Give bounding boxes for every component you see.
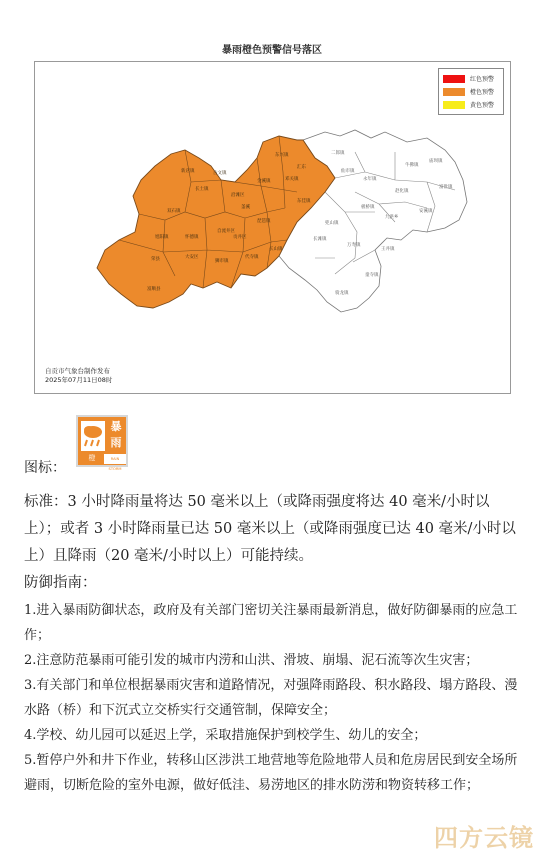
map-region-label: 王井镇 bbox=[381, 247, 395, 252]
map-region-label: 金溪镇 bbox=[257, 179, 271, 184]
legend-swatch-orange bbox=[443, 88, 465, 96]
map-region-label: 旭阳镇 bbox=[155, 235, 169, 240]
map-region-label: 九洪乡 bbox=[385, 215, 399, 220]
guide-item: 5.暂停户外和井下作业，转移山区涉洪工地营地等危险地带人员和危房居民到安全场所避雨，切断危险的室外电源，做好低洼、易涝地区的排水防涝和物资转移工作； bbox=[24, 753, 518, 793]
map-region-label: 东兴镇 bbox=[275, 153, 289, 158]
map-region-label: 富顺县 bbox=[147, 287, 161, 292]
signal-icon-label: 图标： bbox=[24, 460, 66, 476]
map-region-label: 古文镇 bbox=[213, 171, 227, 176]
map-region-label: 安溪镇 bbox=[419, 209, 433, 214]
cloud-rain-icon bbox=[81, 421, 105, 451]
legend-swatch-red bbox=[443, 75, 465, 83]
warning-standard: 标准：3 小时降雨量将达 50 毫米以上（或降雨强度将达 40 毫米/小时以上）；或者 3 小时降雨量已达 50 毫米以上（或降雨强度已达 40 毫米/小时以上）且降雨（20 毫米/小时以上）可能持续。 bbox=[24, 494, 516, 564]
watermark-logo: 四方云镜 bbox=[434, 824, 534, 852]
map-issuer: 自贡市气象台制作发布 bbox=[45, 367, 110, 375]
signal-icon-row bbox=[24, 415, 524, 476]
map-region-label: 汇东 bbox=[297, 165, 306, 170]
legend-label-orange: 橙色预警 bbox=[470, 89, 495, 96]
map-legend bbox=[438, 68, 504, 115]
map-issue-time: 2025年07月11日08时 bbox=[45, 376, 113, 384]
legend-item-yellow bbox=[443, 98, 499, 111]
map-region-label: 二郎镇 bbox=[331, 151, 345, 156]
map-region-label: 庙坝镇 bbox=[429, 159, 443, 164]
map-region-label: 贡井区 bbox=[233, 235, 247, 240]
guide-item: 4.学校、幼儿园可以延迟上学，采取措施保护到校学生、幼儿的安全； bbox=[24, 728, 427, 743]
map-region-label: 东佳镇 bbox=[297, 199, 311, 204]
rainstorm-orange-signal-icon bbox=[76, 415, 128, 471]
map-title: 暴雨橙色预警信号落区 bbox=[222, 45, 322, 56]
map-region-label: 荣县 bbox=[151, 257, 160, 262]
guide-item: 2.注意防范暴雨可能引发的城市内涝和山洪、滑坡、崩塌、泥石流等次生灾害； bbox=[24, 653, 479, 668]
legend-label-yellow: 黄色预警 bbox=[470, 102, 495, 109]
map-region-label: 大安区 bbox=[185, 255, 199, 260]
map-region-label: 赵化镇 bbox=[395, 189, 409, 194]
map-region-label: 童寺镇 bbox=[365, 273, 379, 278]
map-region-label: 兜山镇 bbox=[325, 221, 339, 226]
map-region-label: 长山镇 bbox=[269, 247, 283, 252]
map-region-label: 双石镇 bbox=[167, 209, 181, 214]
guide-item: 1.进入暴雨防御状态，政府及有关部门密切关注暴雨最新消息，做好防御暴雨的应急工作； bbox=[24, 603, 518, 643]
map-region-label: 邓关镇 bbox=[285, 177, 299, 182]
map-region-label: 沿滩区 bbox=[231, 193, 245, 198]
signal-cn-text: 暴雨 bbox=[110, 420, 122, 449]
legend-item-orange bbox=[443, 85, 499, 98]
signal-level-text: 橙 bbox=[88, 454, 96, 462]
signal-en-text: RAIN STORM bbox=[104, 454, 126, 464]
map-region-label: 永年镇 bbox=[363, 177, 377, 182]
warning-area-map bbox=[34, 61, 511, 394]
map-region-label: 琵琶镇 bbox=[257, 219, 271, 224]
map-issuer-info bbox=[45, 367, 112, 385]
guide-item: 3.有关部门和单位根据暴雨灾害和道路情况，对强降雨路段、积水路段、塌方路段、漫水路（桥）和下沉式立交桥实行交通管制，保障安全； bbox=[24, 678, 518, 718]
map-region-label: 怀德镇 bbox=[185, 235, 199, 240]
guide-title: 防御指南： bbox=[24, 575, 97, 591]
map-region-label: 新店镇 bbox=[181, 169, 195, 174]
map-region-label: 釜溪 bbox=[241, 205, 250, 210]
map-region-label: 富世镇 bbox=[439, 185, 453, 190]
map-region-label: 仙市镇 bbox=[341, 169, 355, 174]
map-region-label: 自流井区 bbox=[217, 229, 235, 234]
map-region-label: 长土镇 bbox=[195, 187, 209, 192]
legend-swatch-yellow bbox=[443, 101, 465, 109]
map-region-label: 牛佛镇 bbox=[405, 163, 419, 168]
legend-label-red: 红色预警 bbox=[470, 76, 495, 83]
map-region-label: 万寿镇 bbox=[347, 243, 361, 248]
legend-item-red bbox=[443, 72, 499, 85]
map-region-label: 狮市镇 bbox=[215, 259, 229, 264]
map-region-label: 代寺镇 bbox=[245, 255, 259, 260]
guide-list bbox=[24, 598, 524, 798]
map-region-label: 板桥镇 bbox=[361, 205, 375, 210]
map-region-label: 骑龙镇 bbox=[335, 291, 349, 296]
map-region-label: 长滩镇 bbox=[313, 237, 327, 242]
